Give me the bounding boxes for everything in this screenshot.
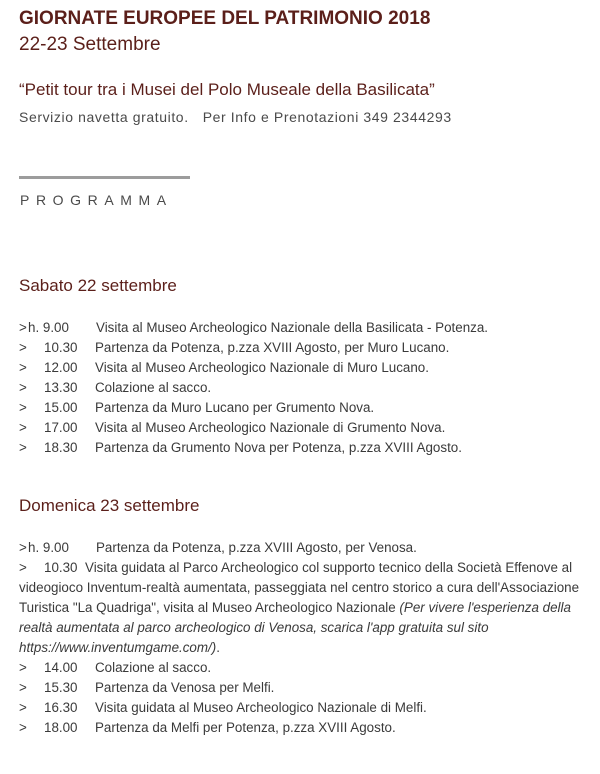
bullet-marker: > [19,700,27,715]
schedule-note: (Per vivere l'esperienza della realtà aumentata al parco archeologico di Venosa, scarica l'app gratuita sul sito https://www.inventumgame.com/) [19,600,571,655]
bullet-marker: > [19,380,27,395]
schedule-description: Visita al Museo Archeologico Nazionale di Grumento Nova. [95,420,446,435]
schedule-description: Partenza da Grumento Nova per Potenza, p.zza XVIII Agosto. [95,440,462,455]
schedule-time: 14.00 [44,660,78,675]
schedule-time: 10.30 [44,340,78,355]
schedule-time: 12.00 [44,360,78,375]
bullet-marker: > [19,440,27,455]
schedule-time: h. 9.00 [28,320,69,335]
bullet-marker: > [19,540,27,555]
bullet-marker: > [19,560,27,575]
schedule-item [19,318,594,338]
schedule-description: Visita al Museo Archeologico Nazionale di Muro Lucano. [95,360,429,375]
schedule-item [19,658,594,678]
page-title: GIORNATE EUROPEE DEL PATRIMONIO 2018 [19,8,431,29]
schedule-description: Partenza da Melfi per Potenza, p.zza XVIII Agosto. [95,720,396,735]
schedule-time: 10.30 [44,560,78,575]
schedule-time: h. 9.00 [28,540,69,555]
schedule-description: Partenza da Venosa per Melfi. [95,680,275,695]
schedule-item [19,358,594,378]
schedule-description: Visita guidata al Museo Archeologico Nazionale di Melfi. [95,700,427,715]
event-subtitle: “Petit tour tra i Musei del Polo Museale della Basilicata” [19,80,435,99]
service-note: Servizio navetta gratuito. [19,109,189,125]
schedule-item [19,378,594,398]
schedule-description: Visita al Museo Archeologico Nazionale della Basilicata - Potenza. [96,320,489,335]
bullet-marker: > [19,720,27,735]
sunday-heading: Domenica 23 settembre [19,496,200,515]
saturday-schedule [19,318,594,458]
bullet-marker: > [19,680,27,695]
schedule-item [19,438,594,458]
contact-info: Per Info e Prenotazioni 349 2344293 [202,109,452,125]
sunday-schedule [19,538,594,738]
schedule-time: 18.30 [44,440,78,455]
schedule-time: 17.00 [44,420,78,435]
schedule-time: 13.30 [44,380,78,395]
schedule-item [19,558,594,658]
info-line [19,109,452,125]
schedule-item [19,698,594,718]
schedule-description: Partenza da Potenza, p.zza XVIII Agosto, per Venosa. [96,540,417,555]
schedule-description: Colazione al sacco. [95,660,212,675]
section-divider [19,176,190,179]
schedule-time: 18.00 [44,720,78,735]
bullet-marker: > [19,360,27,375]
section-label: PROGRAMMA [20,192,173,208]
schedule-time: 16.30 [44,700,78,715]
schedule-description: Visita guidata al Parco Archeologico col supporto tecnico della Società Effenove al videogioco Inventum-realtà aumentata, passeggiata nel centro storico a cura dell'Associazione Turistica "La Quadriga", visita al Museo Archeologico Nazionale (Per vivere l'esperienza della realtà aumentata al parco archeologico di Venosa, scarica l'app gratuita sul sito https://www.inventumgame.com/). [19,560,580,655]
schedule-description: Colazione al sacco. [95,380,212,395]
schedule-description: Partenza da Muro Lucano per Grumento Nova. [95,400,375,415]
schedule-time: 15.30 [44,680,78,695]
bullet-marker: > [19,420,27,435]
bullet-marker: > [19,340,27,355]
saturday-heading: Sabato 22 settembre [19,276,177,295]
bullet-marker: > [19,320,27,335]
schedule-item [19,538,594,558]
schedule-item [19,418,594,438]
schedule-item [19,678,594,698]
bullet-marker: > [19,660,27,675]
schedule-item [19,398,594,418]
bullet-marker: > [19,400,27,415]
schedule-item [19,718,594,738]
schedule-description: Partenza da Potenza, p.zza XVIII Agosto, per Muro Lucano. [95,340,450,355]
event-dates: 22-23 Settembre [19,34,161,55]
schedule-time: 15.00 [44,400,78,415]
schedule-item [19,338,594,358]
